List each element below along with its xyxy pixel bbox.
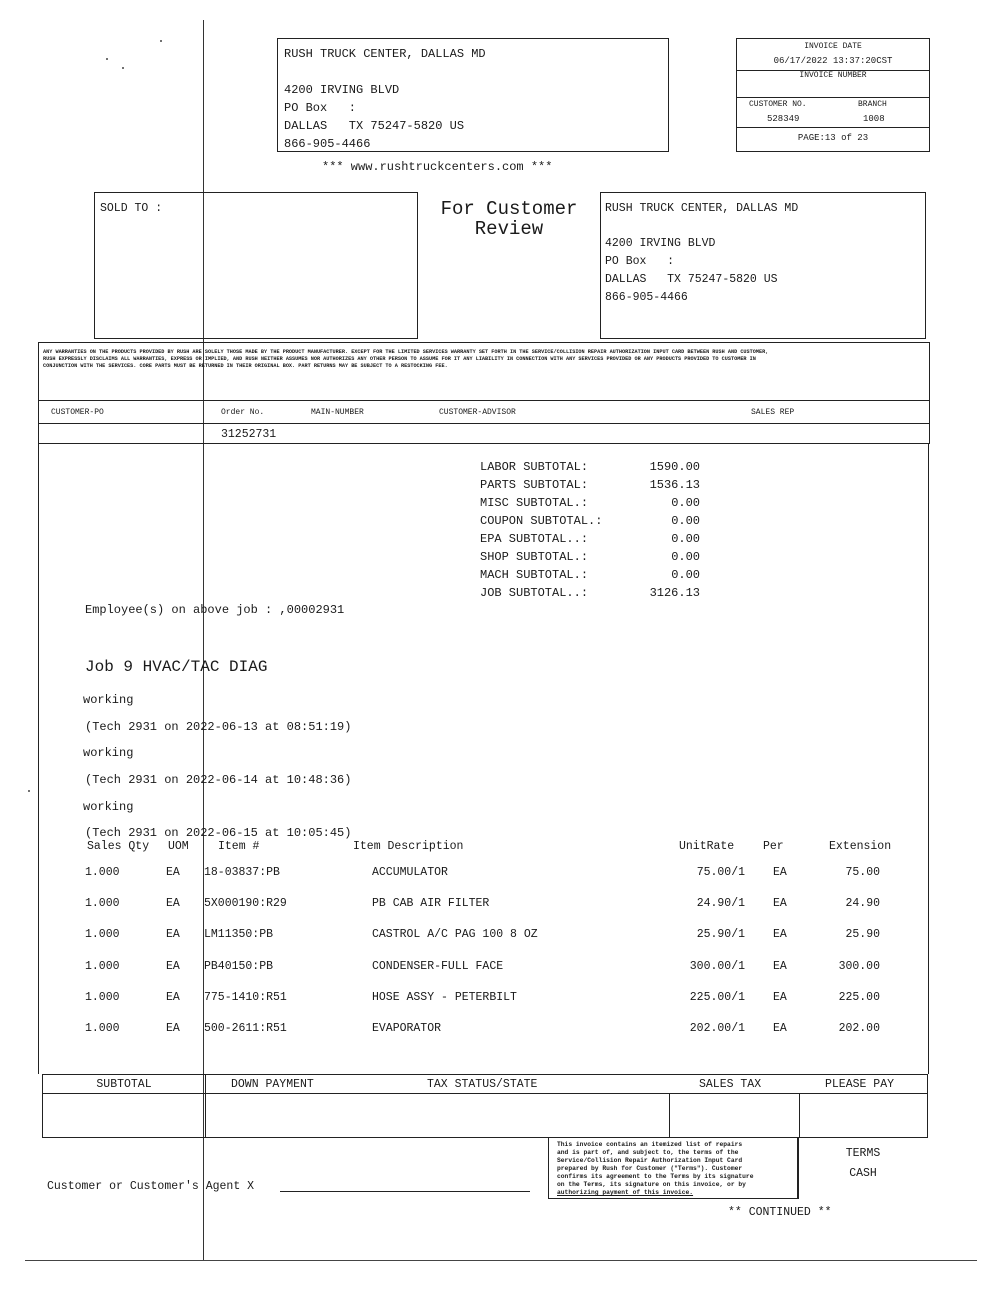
location-city: DALLAS TX 75247-5820 US (605, 273, 778, 286)
cell-per: EA (773, 959, 787, 973)
order-header-box (38, 400, 930, 444)
branch: 1008 (863, 114, 885, 124)
cell-item: 5X000190:R29 (204, 897, 287, 911)
cell-uom: EA (166, 928, 180, 942)
cell-rate: 25.90/1 (696, 928, 745, 942)
terms-notice-line: prepared by Rush for Customer ("Terms"). Customer (557, 1165, 743, 1172)
please-pay-header: PLEASE PAY (825, 1078, 895, 1091)
remit-address-box (277, 38, 669, 152)
scan-speck (160, 40, 162, 42)
subtotal-value: 0.00 (671, 496, 700, 510)
location-street: 4200 IRVING BLVD (605, 237, 716, 250)
subtotal-label: EPA SUBTOTAL..: (480, 532, 589, 546)
work-log-detail: (Tech 2931 on 2022-06-13 at 08:51:19) (85, 720, 352, 734)
cell-item: 18-03837:PB (204, 866, 280, 879)
cell-uom: EA (166, 897, 180, 911)
scan-speck (122, 67, 124, 69)
work-log-status: working (83, 746, 134, 760)
cell-item: 775-1410:R51 (204, 990, 287, 1004)
warranty-line: ANY WARRANTIES ON THE PRODUCTS PROVIDED BY RUSH ARE SOLELY THOSE MADE BY THE PRODUCT MANUFACTURER. EXCEPT FOR THE LIMITED SERVICES WARRANTY SET FORTH IN THE SERVICE/COLLISION REPAIR AUTHORIZATION INPUT CARD BETWEEN RUSH AND CUSTOMER, (43, 349, 769, 355)
cell-desc: CASTROL A/C PAG 100 8 OZ (372, 928, 538, 942)
service-location-box (600, 192, 926, 339)
cell-ext: 25.90 (845, 928, 880, 942)
subtotal-value: 1590.00 (649, 460, 700, 474)
customer-po-label: CUSTOMER-PO (51, 408, 104, 417)
subtotal-row (480, 532, 700, 550)
down-payment-header: DOWN PAYMENT (231, 1078, 314, 1091)
terms-notice-line: on the Terms, its signature on this invoice, or by (557, 1181, 746, 1188)
cell-item: LM11350:PB (204, 928, 274, 942)
body-left-border (38, 444, 39, 1074)
invoice-number-label: INVOICE NUMBER (799, 71, 867, 80)
subtotal-label: MACH SUBTOTAL.: (480, 568, 589, 582)
terms-notice-line: Service/Collision Repair Authorization Input Card (557, 1157, 743, 1164)
bottom-rule (25, 1260, 977, 1261)
remit-street: 4200 IRVING BLVD (284, 83, 400, 97)
continued-note: ** CONTINUED ** (728, 1206, 832, 1219)
signature-label: Customer or Customer's Agent X (47, 1180, 255, 1193)
remit-city: DALLAS TX 75247-5820 US (284, 119, 465, 133)
cell-rate: 225.00/1 (689, 990, 745, 1004)
location-po-box: PO Box : (605, 255, 675, 268)
col-header-item: Item # (218, 840, 260, 853)
col-header-desc: Item Description (353, 840, 464, 853)
terms-notice-line: This invoice contains an itemized list of repairs (557, 1141, 743, 1148)
cell-per: EA (773, 866, 787, 879)
job-title: Job 9 HVAC/TAC DIAG (85, 658, 268, 676)
subtotal-value: 0.00 (671, 532, 700, 546)
cell-rate: 75.00/1 (696, 866, 745, 879)
subtotal-header: SUBTOTAL (96, 1078, 152, 1091)
cell-rate: 24.90/1 (696, 897, 745, 911)
totals-box (42, 1074, 928, 1138)
remit-company-name: RUSH TRUCK CENTER, DALLAS MD (284, 47, 486, 61)
subtotal-label: LABOR SUBTOTAL: (480, 460, 589, 474)
subtotal-row (480, 496, 700, 514)
signature-line[interactable] (280, 1191, 530, 1192)
order-no-label: Order No. (221, 408, 265, 417)
col-header-rate: UnitRate (679, 840, 735, 853)
terms-value: CASH (849, 1167, 877, 1180)
cell-per: EA (773, 928, 787, 942)
cell-ext: 300.00 (838, 959, 880, 973)
divider (39, 423, 929, 424)
subtotal-row (480, 514, 700, 532)
employees-line: Employee(s) on above job : ,00002931 (85, 603, 345, 617)
subtotal-value: 3126.13 (649, 586, 700, 600)
cell-uom: EA (166, 990, 180, 1004)
cell-qty: 1.000 (85, 897, 120, 911)
subtotal-row (480, 568, 700, 586)
customer-no-label: CUSTOMER NO. (749, 100, 807, 109)
tax-status-header: TAX STATUS/STATE (427, 1078, 538, 1091)
cell-per: EA (773, 897, 787, 911)
work-log-detail: (Tech 2931 on 2022-06-15 at 10:05:45) (85, 826, 352, 840)
invoice-date-label: INVOICE DATE (804, 42, 862, 51)
col-header-per: Per (763, 840, 784, 853)
cell-qty: 1.000 (85, 959, 120, 973)
body-right-border (928, 444, 929, 1074)
remit-phone: 866-905-4466 (284, 137, 371, 151)
divider (798, 1137, 799, 1199)
terms-notice-text (557, 1141, 754, 1197)
subtotal-row (480, 460, 700, 478)
warranty-text (43, 349, 925, 370)
terms-notice-line: confirms its agreement to the Terms by its signature (557, 1173, 754, 1180)
subtotal-label: COUPON SUBTOTAL.: (480, 514, 603, 528)
warranty-line: CONJUNCTION WITH THE SERVICES. CORE PARTS MUST BE RETURNED IN THEIR ORIGINAL BOX. PART RETURNS MAY BE SUBJECT TO A RESTOCKING FEE. (43, 363, 448, 369)
review-title-line2: Review (474, 218, 544, 240)
cell-per: EA (773, 1022, 787, 1035)
subtotal-row (480, 478, 700, 496)
invoice-date: 06/17/2022 13:37:20CST (773, 56, 893, 66)
branch-label: BRANCH (858, 100, 887, 109)
warranty-line: RUSH EXPRESSLY DISCLAIMS ALL WARRANTIES, EXPRESS OR IMPLIED, AND RUSH NEITHER ASSUMES NOR AUTHORIZES ANY OTHER PERSON TO ASSUME FOR IT ANY LIABILITY IN CONNECTION WITH ANY SERVICES PROVIDED OR ANY PRODUCTS PROVIDED TO CUSTOMER IN (43, 356, 756, 362)
subtotal-row (480, 586, 700, 604)
cell-qty: 1.000 (85, 928, 120, 942)
cell-qty: 1.000 (85, 990, 120, 1004)
cell-uom: EA (166, 1022, 180, 1035)
subtotal-label: SHOP SUBTOTAL.: (480, 550, 589, 564)
terms-notice-line: authorizing payment of this invoice. (557, 1189, 694, 1196)
cell-ext: 202.00 (838, 1022, 880, 1035)
col-header-qty: Sales Qty (87, 840, 150, 853)
work-log-detail: (Tech 2931 on 2022-06-14 at 10:48:36) (85, 773, 352, 787)
remit-po-box: PO Box : (284, 101, 357, 115)
subtotal-label: MISC SUBTOTAL.: (480, 496, 589, 510)
subtotal-label: JOB SUBTOTAL..: (480, 586, 589, 600)
work-log-status: working (83, 693, 134, 707)
customer-no: 528349 (767, 114, 800, 124)
sales-rep-label: SALES REP (751, 408, 795, 417)
subtotal-value: 1536.13 (649, 478, 700, 492)
website-link[interactable]: *** www.rushtruckcenters.com *** (322, 160, 553, 174)
work-log-status: working (83, 800, 134, 814)
order-no-value: 31252731 (221, 428, 277, 441)
review-title (420, 199, 598, 239)
cell-desc: EVAPORATOR (372, 1022, 442, 1035)
subtotals-block (480, 460, 700, 604)
divider (737, 97, 929, 98)
divider (737, 127, 929, 128)
terms-notice-line: and is part of, and subject to, the terms of the (557, 1149, 739, 1156)
invoice-info-box (736, 38, 930, 152)
location-company-name: RUSH TRUCK CENTER, DALLAS MD (605, 202, 799, 215)
col-header-uom: UOM (168, 840, 189, 853)
cell-ext: 225.00 (838, 990, 880, 1004)
warranty-disclaimer-box (38, 342, 930, 400)
scan-speck (106, 58, 108, 60)
subtotal-value: 0.00 (671, 568, 700, 582)
sold-to-box (94, 192, 418, 339)
col-header-ext: Extension (829, 840, 892, 853)
cell-per: EA (773, 990, 787, 1004)
subtotal-value: 0.00 (671, 514, 700, 528)
cell-item: 500-2611:R51 (204, 1022, 287, 1035)
cell-ext: 24.90 (845, 897, 880, 911)
divider (205, 1075, 206, 1137)
cell-uom: EA (166, 866, 180, 879)
cell-desc: HOSE ASSY - PETERBILT (372, 990, 517, 1004)
cell-desc: CONDENSER-FULL FACE (372, 959, 504, 973)
divider (799, 1093, 800, 1137)
scan-speck (28, 790, 30, 792)
customer-advisor-label: CUSTOMER-ADVISOR (439, 408, 516, 417)
subtotal-row (480, 550, 700, 568)
main-number-label: MAIN-NUMBER (311, 408, 364, 417)
cell-rate: 300.00/1 (689, 959, 745, 973)
divider (43, 1093, 927, 1094)
location-phone: 866-905-4466 (605, 291, 688, 304)
subtotal-label: PARTS SUBTOTAL: (480, 478, 589, 492)
cell-qty: 1.000 (85, 866, 120, 879)
review-title-line1: For Customer (440, 198, 578, 220)
divider (669, 1093, 670, 1137)
cell-item: PB40150:PB (204, 959, 274, 973)
sales-tax-header: SALES TAX (699, 1078, 762, 1091)
cell-ext: 75.00 (845, 866, 880, 879)
cell-desc: ACCUMULATOR (372, 866, 448, 879)
page-indicator: PAGE:13 of 23 (797, 133, 869, 143)
cell-uom: EA (166, 959, 180, 973)
cell-desc: PB CAB AIR FILTER (372, 897, 490, 911)
terms-notice-box (548, 1137, 798, 1199)
cell-qty: 1.000 (85, 1022, 120, 1035)
cell-rate: 202.00/1 (689, 1022, 745, 1035)
sold-to-label: SOLD TO : (100, 202, 163, 215)
terms-label: TERMS (845, 1147, 881, 1160)
subtotal-value: 0.00 (671, 550, 700, 564)
